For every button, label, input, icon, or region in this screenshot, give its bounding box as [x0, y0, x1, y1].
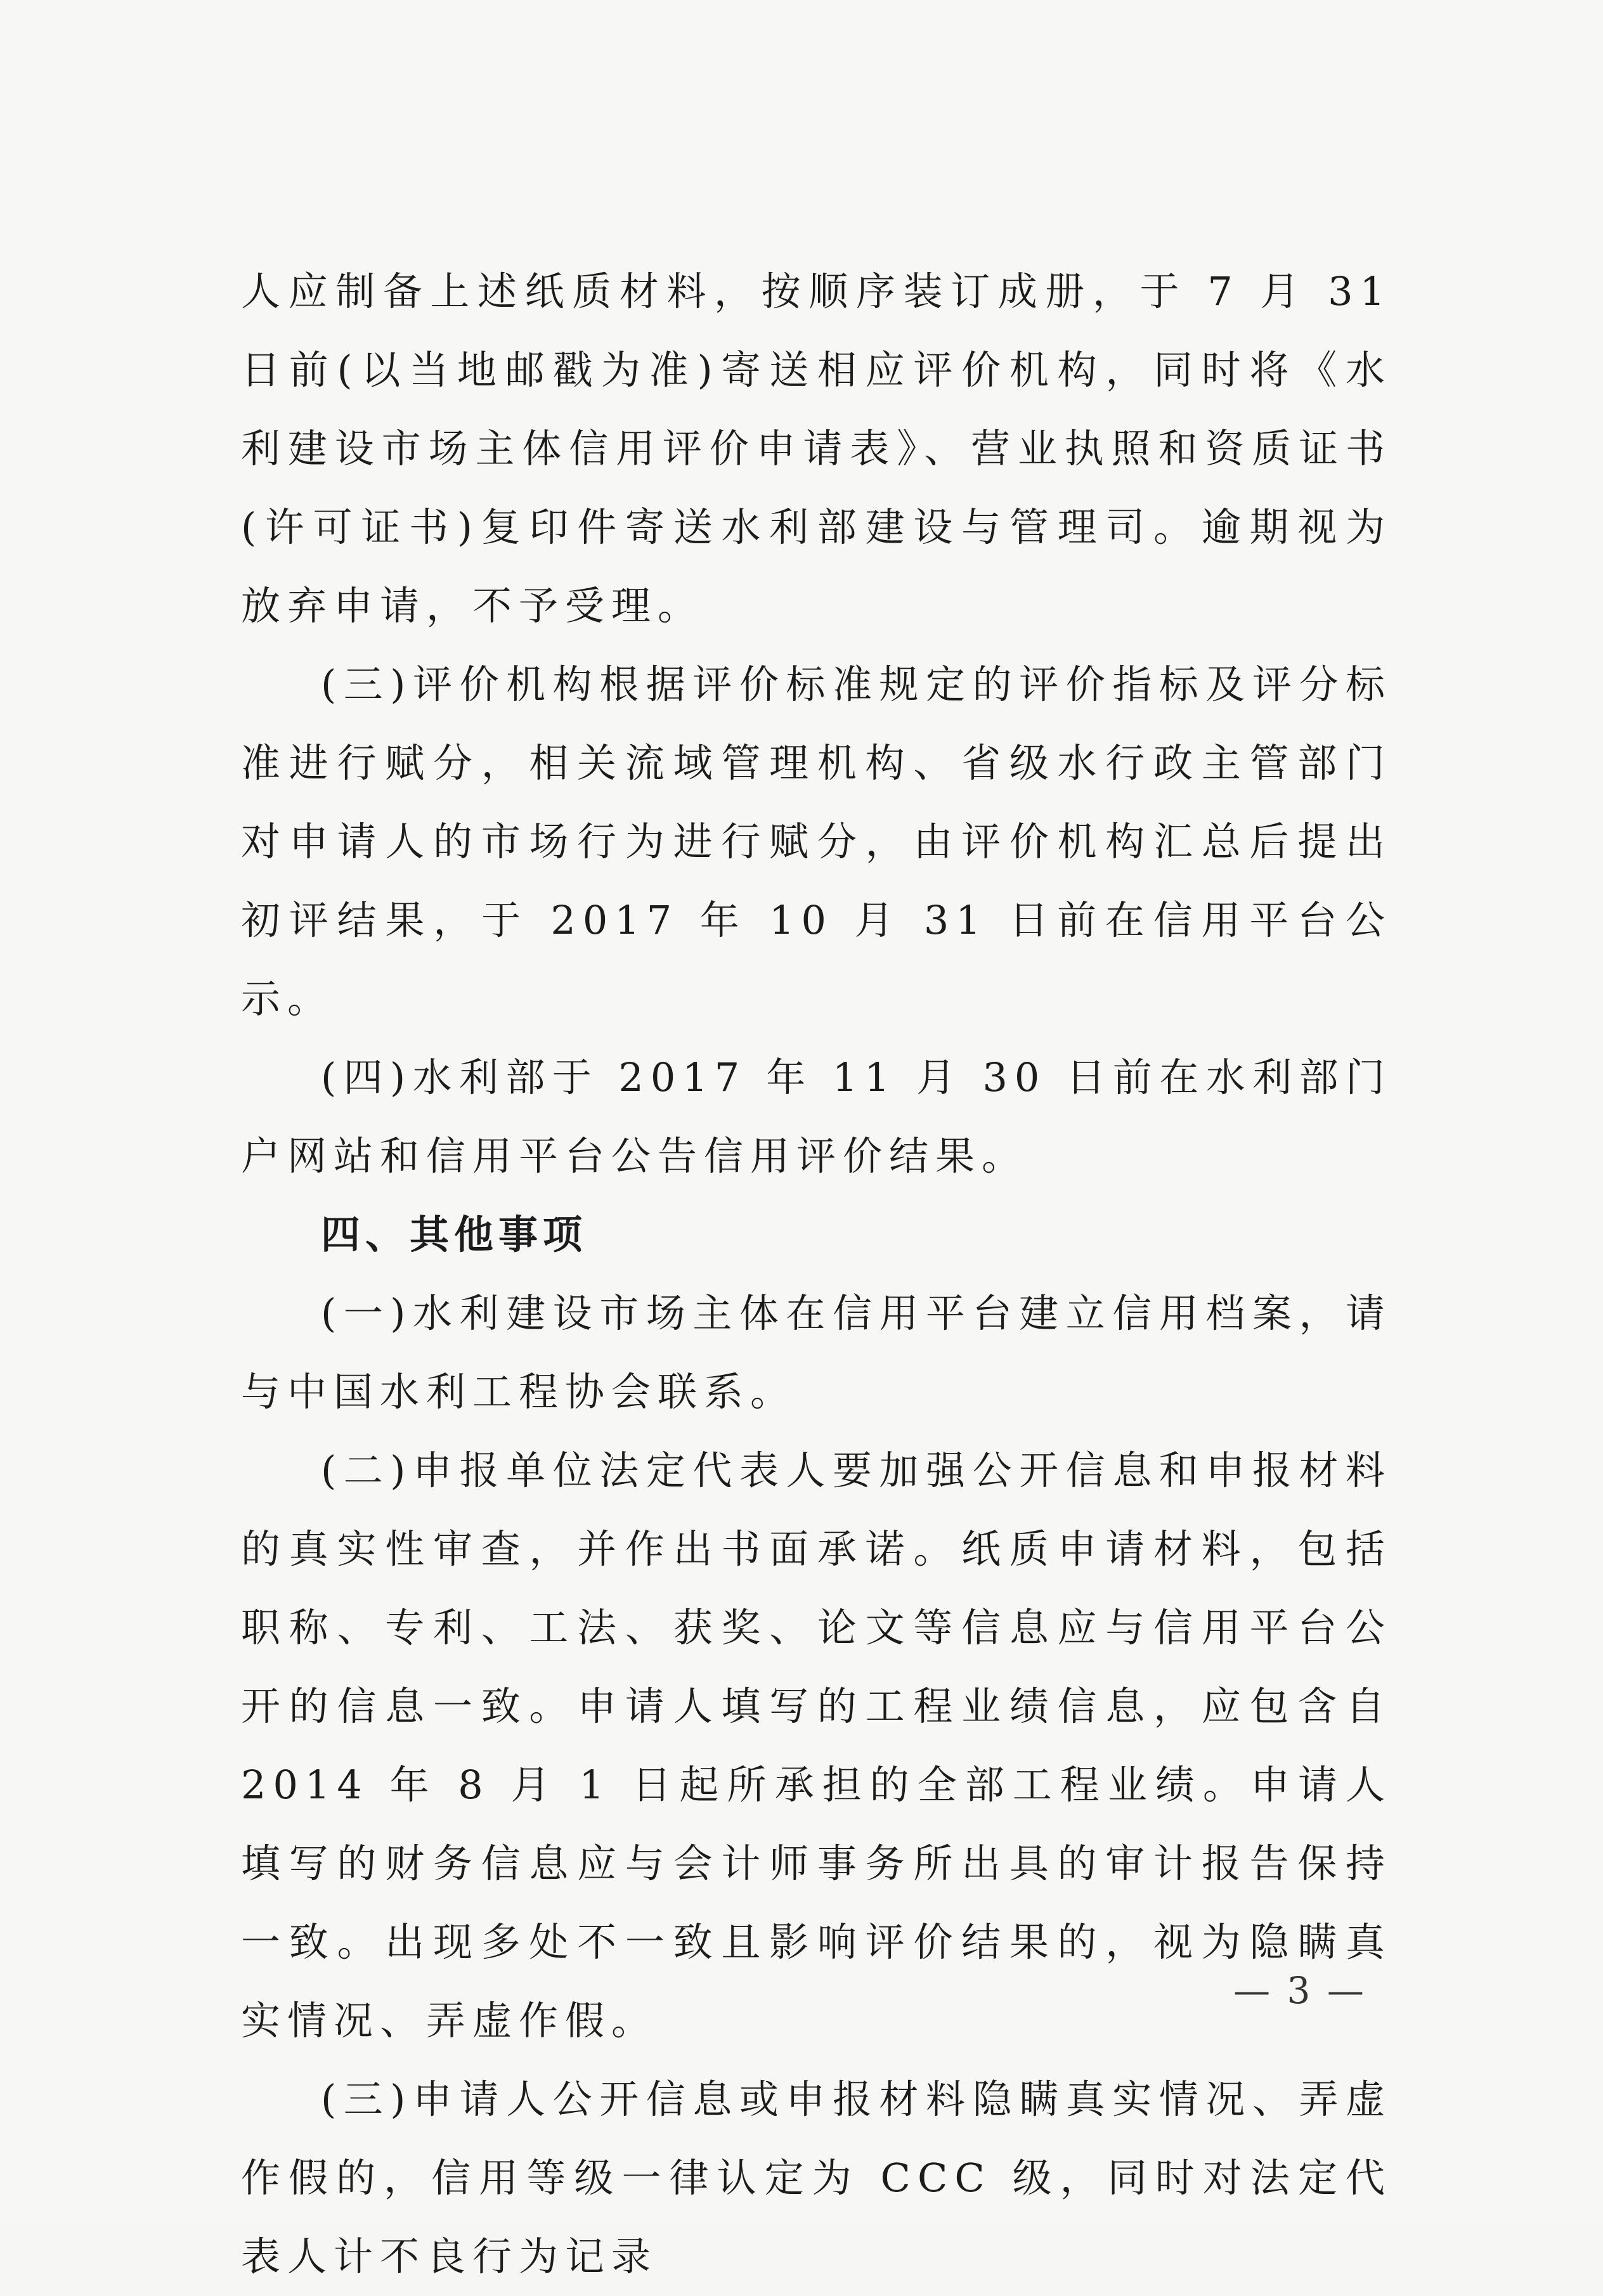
section-heading: 四、其他事项	[321, 1211, 588, 1258]
paragraph-continuation: 人应制备上述纸质材料，按顺序装订成册，于 7 月 31 日前(以当地邮戳为准)寄送相应评价机构，同时将《水利建设市场主体信用评价申请表》、营业执照和资质证书(许可证书)复印件寄送水利部建设与管理司。逾期视为放弃申请，不予受理。	[241, 268, 1392, 629]
paragraph-other-3: (三)申请人公开信息或申报材料隐瞒真实情况、弄虚作假的，信用等级一律认定为 CCC 级，同时对法定代表人计不良行为记录	[241, 2076, 1392, 2280]
paragraph-item-3: (三)评价机构根据评价标准规定的评价指标及评分标准进行赋分，相关流域管理机构、省级水行政主管部门对申请人的市场行为进行赋分，由评价机构汇总后提出初评结果，于 2017 年 10 月 31 日前在信用平台公示。	[241, 661, 1392, 1022]
paragraph-other-1: (一)水利建设市场主体在信用平台建立信用档案，请与中国水利工程协会联系。	[241, 1290, 1392, 1415]
page-number: — 3 —	[1233, 1969, 1366, 2012]
paragraph-other-2: (二)申报单位法定代表人要加强公开信息和申报材料的真实性审查，并作出书面承诺。纸质申请材料，包括职称、专利、工法、获奖、论文等信息应与信用平台公开的信息一致。申请人填写的工程业绩信息，应包含自 2014 年 8 月 1 日起所承担的全部工程业绩。申请人填写的财务信息应与会计师事务所出具的审计报告保持一致。出现多处不一致且影响评价结果的，视为隐瞒真实情况、弄虚作假。	[241, 1447, 1392, 2044]
paragraph-item-4: (四)水利部于 2017 年 11 月 30 日前在水利部门户网站和信用平台公告信用评价结果。	[241, 1054, 1392, 1179]
